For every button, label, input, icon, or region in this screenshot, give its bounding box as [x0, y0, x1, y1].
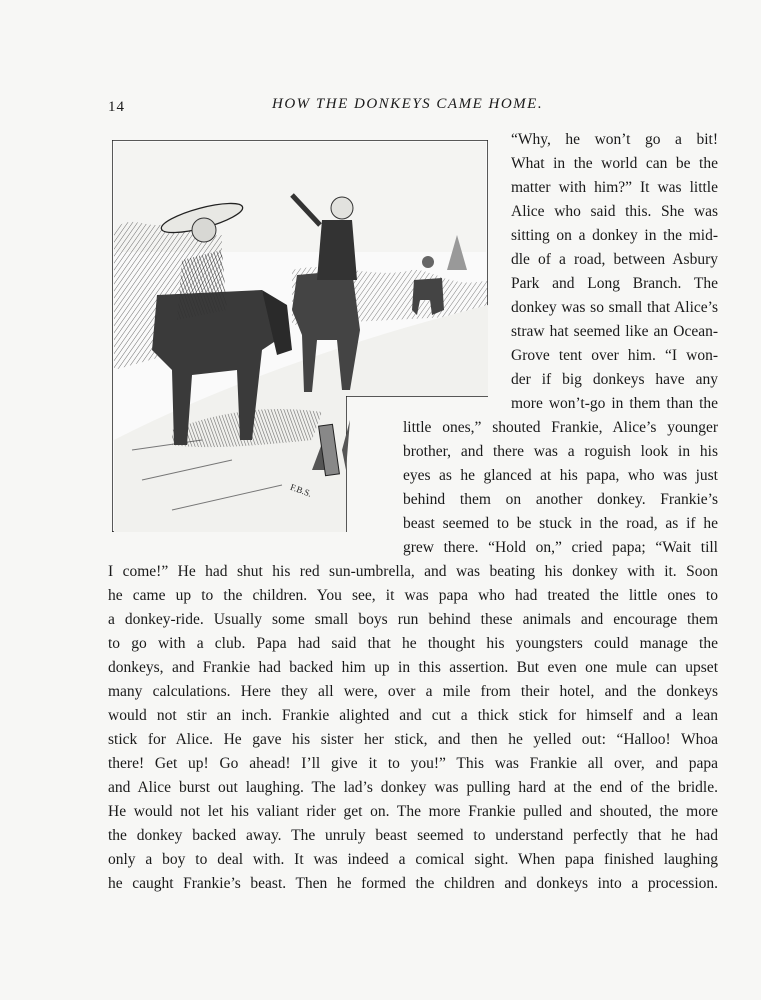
text-line: the donkey backed away. The unruly beast seemed to understand perfectly that he had [108, 827, 718, 844]
text-line: stick for Alice. He gave his sister her stick, and then he yelled out: “Halloo! Whoa [108, 731, 718, 748]
text-line: eyes as he glanced at his papa, who was just [403, 467, 718, 484]
text-line: sitting on a donkey in the mid- [511, 227, 718, 244]
text-line: he caught Frankie’s beast. Then he formed the children and donkeys into a procession. [108, 875, 718, 892]
text-line: there! Get up! Go ahead! I’ll give it to you!” This was Frankie all over, and papa [108, 755, 718, 772]
text-line: more won’t-go in them than the [511, 395, 718, 412]
text-line: to go with a club. Papa had said that he thought his youngsters could manage the [108, 635, 718, 652]
text-line: straw hat seemed like an Ocean- [511, 323, 718, 340]
text-line: would not stir an inch. Frankie alighted and cut a thick stick for himself and a lean [108, 707, 718, 724]
text-line: donkeys, and Frankie had backed him up in this assertion. But even one mule can upset [108, 659, 718, 676]
text-line: only a boy to deal with. It was indeed a comical sight. When papa finished laughing [108, 851, 718, 868]
text-line: many calculations. Here they all were, over a mile from their hotel, and the donkeys [108, 683, 718, 700]
text-line: Grove tent over him. “I won- [511, 347, 718, 364]
text-line: donkey was so small that Alice’s [511, 299, 718, 316]
text-line: beast seemed to be stuck in the road, as if he [403, 515, 718, 532]
text-line: “Why, he won’t go a bit! [511, 131, 718, 148]
text-line: Park and Long Branch. The [511, 275, 718, 292]
text-line: grew there. “Hold on,” cried papa; “Wait till [403, 539, 718, 556]
text-line: behind them on another donkey. Frankie’s [403, 491, 718, 508]
page-number: 14 [108, 99, 125, 115]
text-line: Alice who said this. She was [511, 203, 718, 220]
text-line: and Alice burst out laughing. The lad’s donkey was pulling hard at the end of the bridle. [108, 779, 718, 796]
text-line: brother, and there was a roguish look in his [403, 443, 718, 460]
text-line: What in the world can be the [511, 155, 718, 172]
text-line: I come!” He had shut his red sun-umbrella, and was beating his donkey with it. Soon [108, 563, 718, 580]
text-line: little ones,” shouted Frankie, Alice’s younger [403, 419, 718, 436]
text-line: matter with him?” It was little [511, 179, 718, 196]
text-line: he came up to the children. You see, it was papa who had treated the little ones to [108, 587, 718, 604]
text-line: He would not let his valiant rider get on. The more Frankie pulled and shouted, the more [108, 803, 718, 820]
artist-signature: F.B.S. [288, 481, 314, 499]
text-line: dle of a road, between Asbury [511, 251, 718, 268]
text-line: der if big donkeys have any [511, 371, 718, 388]
text-line: a donkey-ride. Usually some small boys run behind these animals and encourage them [108, 611, 718, 628]
running-title: HOW THE DONKEYS CAME HOME. [272, 96, 544, 112]
